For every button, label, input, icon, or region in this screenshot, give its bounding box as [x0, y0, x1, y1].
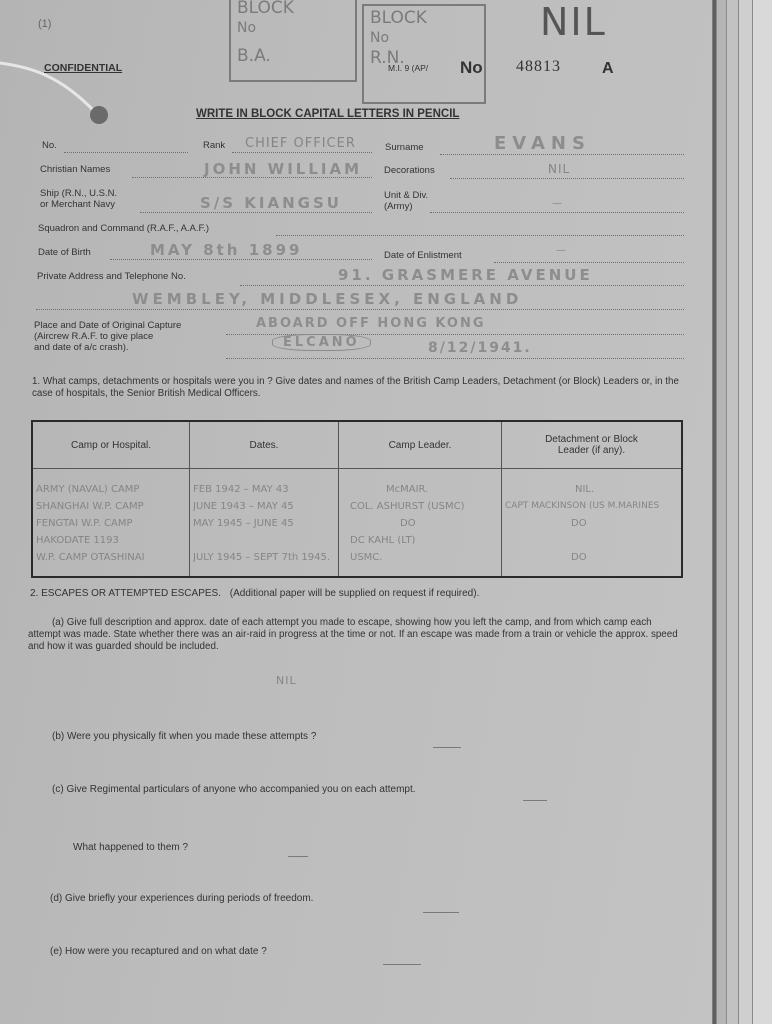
address-line1: 91. GRASMERE AVENUE [338, 266, 593, 284]
header-dates: Dates. [190, 421, 339, 469]
paper-stack-edge [752, 0, 772, 1024]
squadron-label: Squadron and Command (R.A.F., A.A.F.) [38, 223, 210, 234]
confidential-label: CONFIDENTIAL [44, 62, 123, 74]
address-field-2 [36, 309, 684, 310]
capture-field-2 [226, 358, 684, 359]
stamp-text: No [237, 20, 257, 36]
list-item: NIL. [575, 484, 595, 495]
capture-ship: ELCANO [272, 334, 371, 351]
camp-cell [32, 469, 190, 578]
header-camp-leader: Camp Leader. [339, 421, 502, 469]
corner-mark: (1) [38, 18, 52, 30]
section2-note: (Additional paper will be supplied on request if required). [229, 588, 480, 599]
stamp-text: R.N. [370, 48, 405, 68]
section2-heading [30, 588, 479, 599]
answer-b-dash [433, 747, 461, 748]
capture-label [34, 320, 181, 353]
enlistment-field [494, 262, 684, 263]
detachment-list [505, 481, 678, 566]
ship-label-line: or Merchant Navy [40, 199, 115, 210]
capture-label-line: and date of a/c crash). [34, 342, 129, 353]
question-a: (a) Give full description and approx. date of each attempt you made to escape, showing how you left the camp, and from which camp each attempt was made. State whether there was an air-raid in progress at the time or not. If an escape was made from a train or vehicle the approx. speed and how it was guarded should be included. [28, 617, 678, 652]
ship-field [140, 212, 372, 213]
squadron-field [276, 235, 684, 236]
question-d: (d) Give briefly your experiences during periods of freedom. [50, 893, 314, 904]
rank-field [232, 152, 372, 153]
unit-value: — [552, 198, 563, 209]
stamp-text: BLOCK [237, 0, 294, 18]
question-c2: What happened to them ? [73, 842, 189, 853]
leader-cell [339, 469, 502, 578]
ship-value: S/S KIANGSU [200, 194, 342, 212]
detachment-cell [502, 469, 683, 578]
list-item: DO [400, 518, 416, 529]
capture-date: 8/12/1941. [428, 340, 532, 356]
section1-question: 1. What camps, detachments or hospitals were you in ? Give dates and names of the British Camp Leaders, Detachment (or Block) Leaders or, in the case of hospitals, the Senior British Medical Officers. [32, 376, 679, 399]
camp-list [36, 481, 186, 566]
list-item: MAY 1945 – JUNE 45 [193, 518, 294, 529]
list-item: JUNE 1943 – MAY 45 [193, 501, 294, 512]
list-item: DO [571, 552, 587, 563]
table-row [32, 469, 682, 578]
no-label: No. [42, 140, 57, 151]
enlistment-label: Date of Enlistment [384, 250, 462, 261]
list-item: McMAIR. [386, 484, 429, 495]
list-item: W.P. CAMP OTASHINAI [36, 552, 145, 563]
stamp-text: B.A. [237, 46, 271, 66]
list-item: JULY 1945 – SEPT 7th 1945. [193, 552, 331, 563]
list-item: USMC. [350, 552, 383, 563]
punch-hole [90, 106, 108, 124]
dob-value: MAY 8th 1899 [150, 241, 303, 259]
list-item: FEB 1942 – MAY 43 [193, 484, 289, 495]
decorations-value: NIL [548, 162, 571, 176]
list-item: HAKODATE 1193 [36, 535, 119, 546]
answer-a: NIL [276, 674, 297, 687]
surname-label: Surname [385, 142, 424, 153]
ship-label-line: Ship (R.N., U.S.N. [40, 188, 118, 199]
leader-list [342, 481, 498, 566]
form-number: 48813 [516, 58, 561, 75]
list-item: ARMY (NAVAL) CAMP [36, 484, 140, 495]
dates-cell [190, 469, 339, 578]
list-item: FENGTAI W.P. CAMP [36, 518, 133, 529]
unit-field [430, 212, 684, 213]
mi-code: M.I. 9 (AP/ [388, 63, 429, 73]
address-field [240, 285, 684, 286]
address-label: Private Address and Telephone No. [37, 271, 186, 282]
block-stamp-rn [362, 4, 486, 104]
surname-value: EVANS [494, 133, 591, 154]
dob-label: Date of Birth [38, 247, 91, 258]
capture-label-line: Place and Date of Original Capture [34, 320, 182, 331]
christian-names-value: JOHN WILLIAM [204, 160, 363, 178]
enlistment-value: — [556, 245, 567, 256]
question-e: (e) How were you recaptured and on what date ? [50, 946, 267, 957]
answer-c2-dash [288, 856, 308, 857]
dates-list [193, 481, 335, 566]
section2-title: 2. ESCAPES OR ATTEMPTED ESCAPES. [30, 588, 221, 599]
decorations-label: Decorations [384, 165, 435, 176]
rank-label: Rank [203, 140, 226, 151]
nil-handwritten-mark: NIL [540, 0, 607, 44]
stamp-text: BLOCK [370, 8, 427, 28]
answer-d-dash [423, 912, 459, 913]
capture-place: ABOARD OFF HONG KONG [256, 316, 486, 331]
list-item: DO [571, 518, 587, 529]
question-c: (c) Give Regimental particulars of anyone who accompanied you on each attempt. [52, 784, 416, 795]
unit-label [384, 190, 428, 212]
answer-c-dash [523, 800, 547, 801]
christian-names-field [132, 177, 372, 178]
no-field [64, 152, 188, 153]
decorations-field [450, 178, 684, 179]
address-line2: WEMBLEY, MIDDLESEX, ENGLAND [132, 290, 523, 308]
form-suffix: A [602, 60, 614, 77]
unit-label-line: (Army) [384, 201, 413, 212]
header-detachment-leader: Detachment or Block Leader (if any). [502, 421, 683, 469]
list-item: CAPT MACKINSON (US M.MARINES [505, 501, 660, 511]
dob-field [110, 259, 372, 260]
stamp-text: No [370, 30, 390, 46]
unit-label-line: Unit & Div. [384, 190, 429, 201]
capture-label-line: (Aircrew R.A.F. to give place [34, 331, 154, 342]
number-label: No [460, 58, 483, 77]
ship-label [40, 188, 117, 210]
block-stamp-ba [229, 0, 357, 82]
camps-table [31, 420, 683, 578]
list-item: SHANGHAI W.P. CAMP [36, 501, 144, 512]
rank-value: CHIEF OFFICER [245, 136, 356, 151]
answer-e-dash [383, 964, 421, 965]
list-item: COL. ASHURST (USMC) [350, 501, 465, 512]
surname-field [440, 154, 684, 155]
header-camp: Camp or Hospital. [32, 421, 190, 469]
question-b: (b) Were you physically fit when you made these attempts ? [52, 731, 317, 742]
table-header-row [32, 421, 682, 469]
list-item: DC KAHL (LT) [350, 535, 416, 546]
christian-names-label: Christian Names [40, 164, 111, 175]
instruction-heading: WRITE IN BLOCK CAPITAL LETTERS IN PENCIL [196, 108, 460, 120]
